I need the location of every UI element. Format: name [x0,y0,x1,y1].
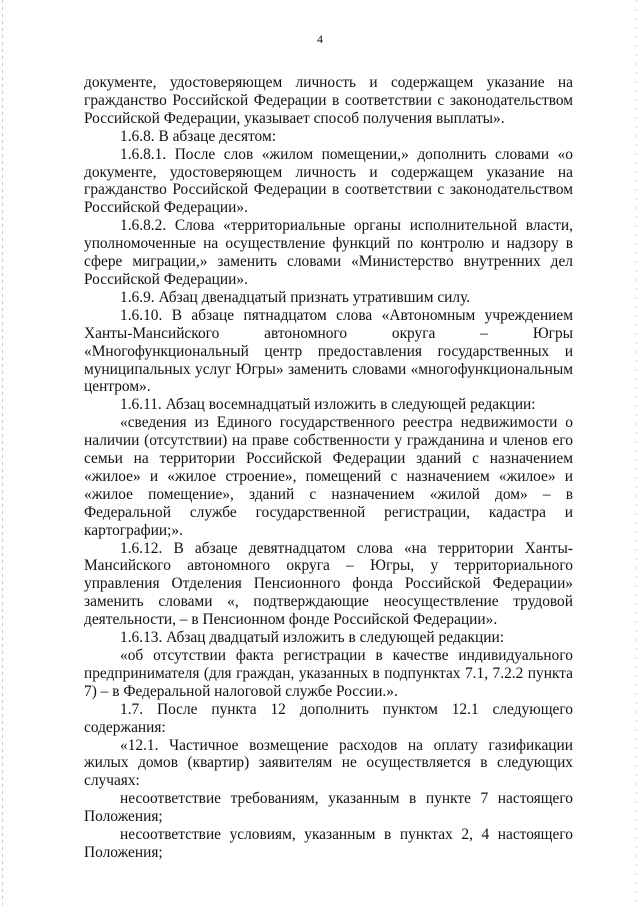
paragraph-1-6-8-2: 1.6.8.2. Слова «территориальные органы исполнительной власти, уполномоченные на осуществление функций по контролю и надзору в сфере миграции,» заменить словами «Министерство внутренних дел Российской Федерации». [84,217,573,288]
paragraph-1-6-11: 1.6.11. Абзац восемнадцатый изложить в следующей редакции: [120,396,536,414]
paragraph-1-7: 1.7. После пункта 12 дополнить пунктом 12.1 следующего содержания: [84,700,573,736]
paragraph-1-6-10: 1.6.10. В абзаце пятнадцатом слова «Автономным учреждением Ханты-Мансийского автономного округа – Югры «Многофункциональный центр предоставления государственных и муниципальных услуг Югры» заменить словами «многофункциональным центром». [84,306,573,396]
paragraph-quote-registry: «сведения из Единого государственного реестра недвижимости о наличии (отсутствии) на праве собственности у гражданина и членов его семьи на территории Российской Федерации зданий с назначением «жилое» и «жилое строение», помещений с назначением «жилое» и «жилое помещение», зданий с назначением «жилой дом» – в Федеральной службе государственной регистрации, кадастра и картографии;». [84,414,573,539]
paragraph-1-6-8: 1.6.8. В абзаце десятом: [120,127,276,145]
paragraph-1-6-12: 1.6.12. В абзаце девятнадцатом слова «на территории Ханты-Мансийского автономного округа – Югры, у территориального управления Отделения Пенсионного фонда Российской Федерации» заменить словами «, подтверждающие неосуществление трудовой деятельности, – в Пенсионном фонде Российской Федерации». [84,539,573,629]
paragraph-quote-entrepreneur: «об отсутствии факта регистрации в качестве индивидуального предпринимателя (для граждан, указанных в подпунктах 7.1, 7.2.2 пункта 7) – в Федеральной налоговой службе России.». [84,647,573,700]
scan-edge-right [636,0,637,905]
paragraph-1-6-9: 1.6.9. Абзац двенадцатый признать утратившим силу. [120,288,471,306]
paragraph-requirements: несоответствие требованиям, указанным в пункте 7 настоящего Положения; [84,790,573,826]
scan-edge-left [2,0,3,905]
paragraph-continuation: документе, удостоверяющем личность и содержащем указание на гражданство Российской Федерации в соответствии с законодательством Российской Федерации, указывает способ получения выплаты». [84,74,573,127]
document-body [84,74,573,862]
paragraph-1-6-8-1: 1.6.8.1. После слов «жилом помещении,» дополнить словами «о документе, удостоверяющем личность и содержащем указание на гражданство Российской Федерации в соответствии с законодательством Российской Федерации». [84,145,573,217]
paragraph-conditions: несоответствие условиям, указанным в пунктах 2, 4 настоящего Положения; [84,826,573,861]
page-number: 4 [317,32,323,46]
paragraph-1-6-13: 1.6.13. Абзац двадцатый изложить в следующей редакции: [120,629,504,647]
paragraph-12-1: «12.1. Частичное возмещение расходов на оплату газификации жилых домов (квартир) заявителям не осуществляется в следующих случаях: [84,736,573,790]
